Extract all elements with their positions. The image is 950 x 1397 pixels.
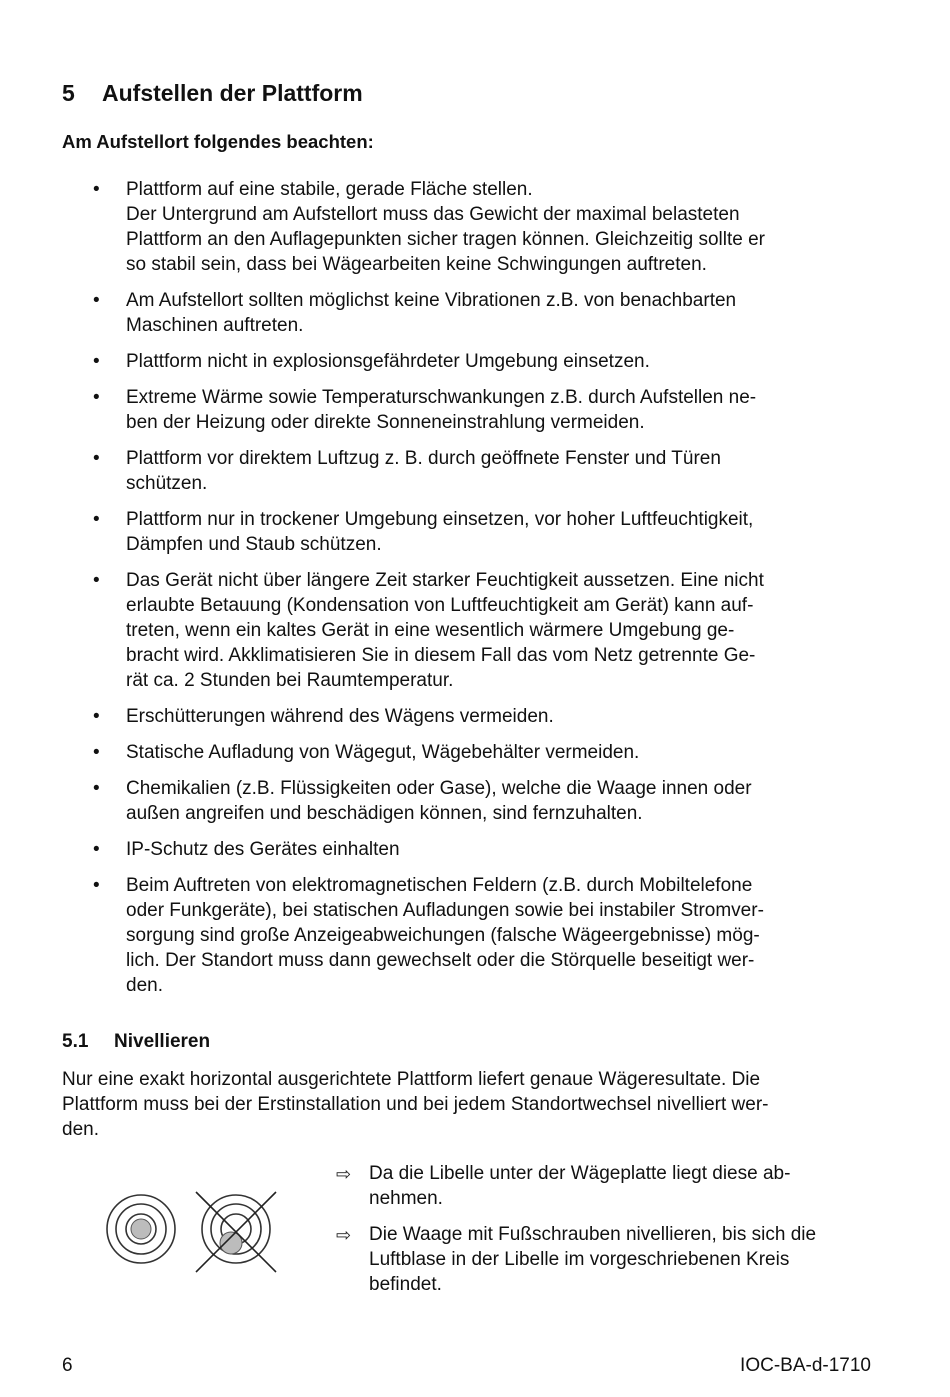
leveling-steps bbox=[336, 1161, 886, 1308]
list-item-line: Der Untergrund am Aufstellort muss das Gewicht der maximal belasteten bbox=[126, 204, 740, 225]
step-line: Die Waage mit Fußschrauben nivellieren, bis sich die bbox=[369, 1224, 817, 1245]
chapter-number: 5 bbox=[62, 80, 75, 106]
list-item-line: bracht wird. Akklimatisieren Sie in diesem Fall das vom Netz getrennte Ge- bbox=[126, 645, 756, 666]
list-item-line: lich. Der Standort muss dann gewechselt oder die Störquelle beseitigt wer- bbox=[126, 950, 755, 971]
level-correct bbox=[107, 1195, 175, 1263]
paragraph-line: Plattform muss bei der Erstinstallation und bei jedem Standortwechsel nivelliert wer- bbox=[62, 1094, 769, 1115]
list-item bbox=[0, 349, 856, 374]
list-item bbox=[0, 288, 856, 338]
arrow-right-icon: ⇨ bbox=[336, 1164, 352, 1184]
bullet-icon: • bbox=[93, 351, 100, 372]
list-item-line: schützen. bbox=[126, 473, 208, 494]
section-paragraph bbox=[62, 1067, 862, 1142]
list-item-line: treten, wenn ein kaltes Gerät in eine wesentlich wärmere Umgebung ge- bbox=[126, 620, 735, 641]
list-item bbox=[0, 740, 856, 765]
spirit-level-illustration bbox=[104, 1188, 284, 1278]
list-item-line: Plattform an den Auflagepunkten sicher tragen können. Gleichzeitig sollte er bbox=[126, 229, 765, 250]
page-number: 6 bbox=[62, 1355, 73, 1376]
list-item-line: Beim Auftreten von elektromagnetischen Feldern (z.B. durch Mobiltelefone bbox=[126, 875, 753, 896]
list-item-line: Am Aufstellort sollten möglichst keine Vibrationen z.B. von benachbarten bbox=[126, 290, 737, 311]
list-item-line: so stabil sein, dass bei Wägearbeiten keine Schwingungen auftreten. bbox=[126, 254, 707, 275]
list-item-line: Plattform vor direktem Luftzug z. B. durch geöffnete Fenster und Türen bbox=[126, 448, 721, 469]
list-item bbox=[0, 704, 856, 729]
list-item-line: IP-Schutz des Gerätes einhalten bbox=[126, 839, 400, 860]
list-item-line: den. bbox=[126, 975, 163, 996]
list-item bbox=[0, 837, 856, 862]
list-item-line: Das Gerät nicht über längere Zeit starker Feuchtigkeit aussetzen. Eine nicht bbox=[126, 570, 764, 591]
list-item-line: erlaubte Betauung (Kondensation von Luftfeuchtigkeit am Gerät) kann auf- bbox=[126, 595, 754, 616]
paragraph-line: den. bbox=[62, 1119, 99, 1140]
list-item-line: sorgung sind große Anzeigeabweichungen (falsche Wägeergebnisse) mög- bbox=[126, 925, 760, 946]
list-item-line: oder Funkgeräte), bei statischen Aufladungen sowie bei instabiler Stromver- bbox=[126, 900, 764, 921]
document-id: IOC-BA-d-1710 bbox=[740, 1355, 871, 1376]
intro-text: Am Aufstellort folgendes beachten: bbox=[62, 131, 374, 152]
step-line: nehmen. bbox=[369, 1188, 443, 1209]
paragraph-line: Nur eine exakt horizontal ausgerichtete Plattform liefert genaue Wägeresultate. Die bbox=[62, 1069, 761, 1090]
section-heading bbox=[62, 1031, 210, 1053]
list-item-line: Maschinen auftreten. bbox=[126, 315, 304, 336]
list-item-line: Plattform nur in trockener Umgebung einsetzen, vor hoher Luftfeuchtigkeit, bbox=[126, 509, 754, 530]
bullet-icon: • bbox=[93, 448, 100, 469]
bullet-icon: • bbox=[93, 839, 100, 860]
list-item-line: außen angreifen und beschädigen können, sind fernzuhalten. bbox=[126, 803, 643, 824]
list-item-line: Statische Aufladung von Wägegut, Wägebehälter vermeiden. bbox=[126, 742, 640, 763]
list-item-line: Erschütterungen während des Wägens vermeiden. bbox=[126, 706, 554, 727]
bullet-icon: • bbox=[93, 875, 100, 896]
list-item bbox=[0, 568, 856, 693]
list-item bbox=[0, 776, 856, 826]
chapter-title: Aufstellen der Plattform bbox=[102, 80, 363, 106]
list-item-line: Plattform nicht in explosionsgefährdeter Umgebung einsetzen. bbox=[126, 351, 650, 372]
list-item bbox=[0, 177, 856, 277]
list-item-line: ben der Heizung oder direkte Sonneneinstrahlung vermeiden. bbox=[126, 412, 645, 433]
list-item bbox=[0, 446, 856, 496]
bullet-icon: • bbox=[93, 742, 100, 763]
bullet-icon: • bbox=[93, 290, 100, 311]
list-item-line: Dämpfen und Staub schützen. bbox=[126, 534, 382, 555]
bullet-icon: • bbox=[93, 387, 100, 408]
bullet-icon: • bbox=[93, 509, 100, 530]
list-item-line: rät ca. 2 Stunden bei Raumtemperatur. bbox=[126, 670, 454, 691]
requirements-list bbox=[0, 177, 950, 1009]
list-item-line: Extreme Wärme sowie Temperaturschwankungen z.B. durch Aufstellen ne- bbox=[126, 387, 757, 408]
arrow-right-icon: ⇨ bbox=[336, 1225, 352, 1245]
chapter-heading bbox=[62, 80, 363, 107]
list-item-line: Chemikalien (z.B. Flüssigkeiten oder Gase), welche die Waage innen oder bbox=[126, 778, 752, 799]
step-item bbox=[336, 1161, 886, 1211]
step-line: befindet. bbox=[369, 1274, 442, 1295]
step-line: Da die Libelle unter der Wägeplatte liegt diese ab- bbox=[369, 1163, 791, 1184]
step-line: Luftblase in der Libelle im vorgeschriebenen Kreis bbox=[369, 1249, 790, 1270]
section-title: Nivellieren bbox=[114, 1031, 211, 1052]
bullet-icon: • bbox=[93, 179, 100, 200]
section-number: 5.1 bbox=[62, 1031, 89, 1052]
level-incorrect bbox=[196, 1192, 276, 1272]
bullet-icon: • bbox=[93, 706, 100, 727]
list-item bbox=[0, 873, 856, 998]
bullet-icon: • bbox=[93, 778, 100, 799]
list-item bbox=[0, 507, 856, 557]
list-item bbox=[0, 385, 856, 435]
list-item-line: Plattform auf eine stabile, gerade Fläche stellen. bbox=[126, 179, 533, 200]
bullet-icon: • bbox=[93, 570, 100, 591]
step-item bbox=[336, 1222, 886, 1297]
